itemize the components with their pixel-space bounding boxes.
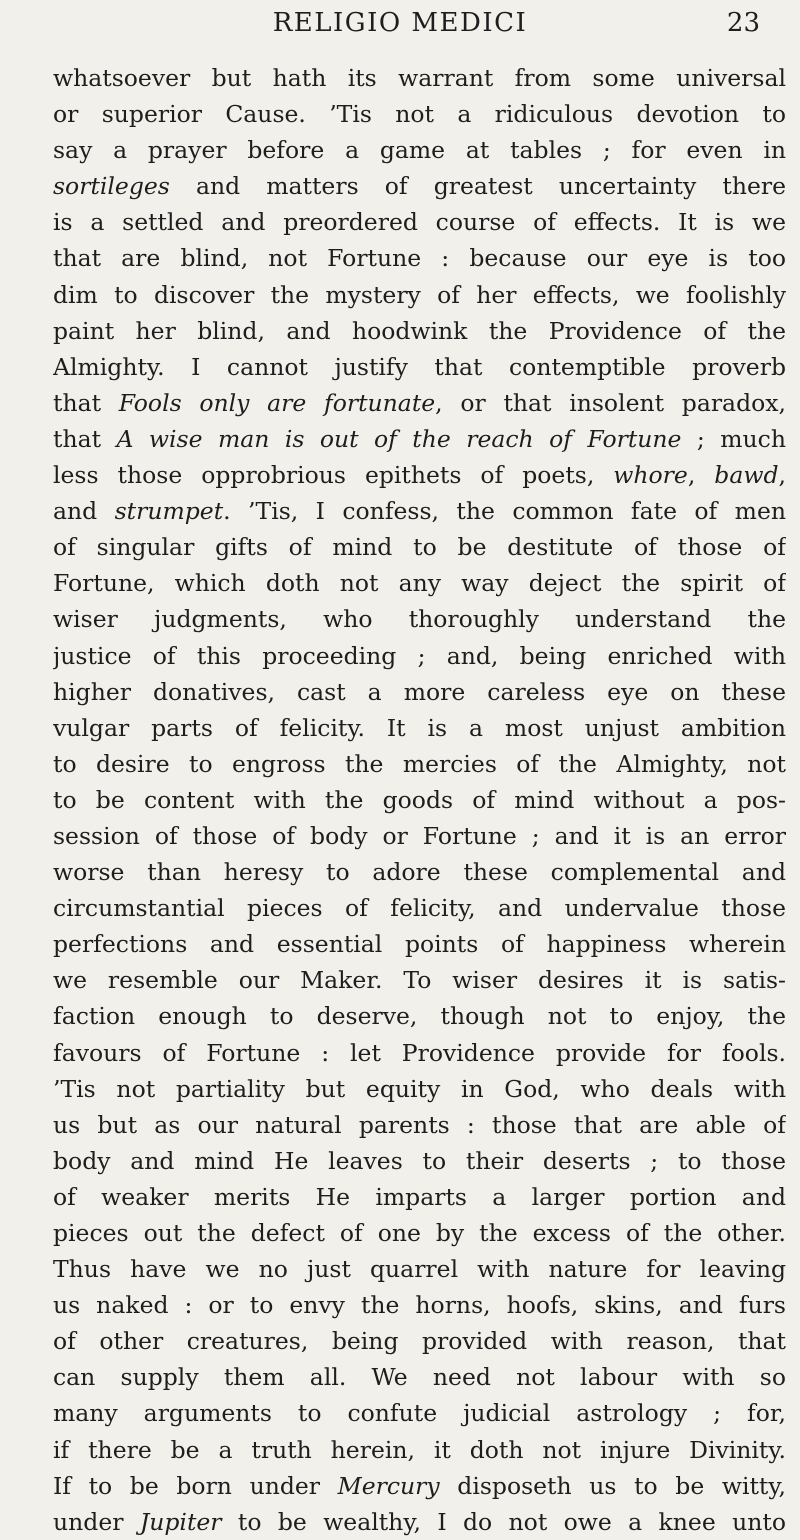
text-run: us but as our natural parents : those that are able of [53,1110,786,1139]
text-line [53,421,786,457]
text-run: Thus have we no just quarrel with nature for leaving [53,1255,786,1284]
text-line [53,710,786,746]
text-line [53,1071,786,1107]
text-run: or superior Cause. ’Tis not a ridiculous devotion to [53,100,786,129]
text-run: many arguments to confute judicial astrology ; for, [53,1399,786,1428]
text-run: say a prayer before a game at tables ; for even in [53,136,786,165]
text-run: ’Tis not partiality but equity in God, who deals with [53,1074,786,1103]
text-run: of weaker merits He imparts a larger portion and [53,1182,786,1211]
text-run: , [687,461,715,490]
text-run: whatsoever but hath its warrant from some universal [53,64,786,92]
text-line [53,854,786,890]
text-run: paint her blind, and hoodwink the Providence of the [53,316,786,345]
text-line [53,601,786,637]
text-line [53,1359,786,1395]
text-line [53,240,786,276]
text-line [53,818,786,854]
text-line [53,168,786,204]
text-run: of other creatures, being provided with reason, that [53,1327,786,1356]
text-line [53,204,786,240]
text-line [53,1468,786,1504]
page-number: 23 [726,8,760,38]
text-line [53,96,786,132]
text-run: higher donatives, cast a more careless eye on these [53,677,786,706]
text-run: to be content with the goods of mind without a pos- [53,785,786,814]
text-run: favours of Fortune : let Providence provide for fools. [53,1038,786,1067]
text-run: vulgar parts of felicity. It is a most unjust ambition [53,713,786,742]
text-run: can supply them all. We need not labour with so [53,1363,786,1392]
text-line [53,638,786,674]
text-line [53,349,786,385]
text-run: session of those of body or Fortune ; and it is an error [53,821,786,850]
text-line [53,1287,786,1323]
text-run: perfections and essential points of happiness wherein [53,930,786,959]
text-run: of singular gifts of mind to be destitute of those of [53,533,786,562]
text-line [53,1035,786,1071]
italic-run: whore [613,461,688,490]
text-line [53,529,786,565]
text-run: if there be a truth herein, it doth not injure Divinity. [53,1435,786,1464]
text-run: justice of this proceeding ; and, being enriched with [53,641,786,670]
text-line [53,890,786,926]
text-line [53,926,786,962]
text-run: under [53,1507,140,1536]
text-line [53,746,786,782]
text-run: that are blind, not Fortune : because our eye is too [53,244,786,273]
text-run: disposeth us to be witty, [439,1471,786,1500]
running-head [0,6,800,40]
running-title: RELIGIO MEDICI [272,8,528,38]
text-run: is a settled and preordered course of effects. It is we [53,208,786,237]
text-run: circumstantial pieces of felicity, and undervalue those [53,894,786,923]
text-run: Fortune, which doth not any way deject the spirit of [53,569,786,598]
text-run: that [53,388,119,417]
body-text [53,60,786,1540]
text-run: to desire to engross the mercies of the Almighty, not [53,749,786,778]
text-run: that [53,424,117,453]
text-run: worse than heresy to adore these complemental and [53,858,786,887]
text-run: pieces out the defect of one by the excess of the other. [53,1219,786,1247]
text-run: ; much [681,424,786,453]
text-line [53,457,786,493]
italic-run: Jupiter [139,1507,222,1536]
text-run: less those opprobrious epithets of poets, [53,461,614,490]
text-run: Almighty. I cannot justify that contemptible proverb [53,352,786,381]
text-line [53,385,786,421]
italic-run: A wise man is out of the reach of Fortune [116,424,682,453]
text-line [53,962,786,998]
italic-run: sortileges [53,172,170,201]
text-line [53,1323,786,1359]
text-run: we resemble our Maker. To wiser desires it is satis- [53,966,786,995]
text-line [53,1504,786,1540]
text-line [53,132,786,168]
text-line [53,998,786,1034]
text-line [53,1143,786,1179]
text-run: faction enough to deserve, though not to enjoy, the [53,1002,786,1031]
text-line [53,782,786,818]
text-line [53,1107,786,1143]
text-run: dim to discover the mystery of her effects, we foolishly [53,280,786,309]
text-run: and matters of greatest uncertainty there [169,172,786,201]
text-line [53,60,786,96]
italic-run: bawd [714,461,779,490]
text-run: us naked : or to envy the horns, hoofs, skins, and furs [53,1291,786,1320]
text-line [53,1251,786,1287]
text-line [53,277,786,313]
italic-run: strumpet [114,497,224,526]
text-line [53,1215,786,1251]
text-run: . ’Tis, I confess, the common fate of men [223,497,786,526]
italic-run: Mercury [337,1471,440,1500]
text-line [53,313,786,349]
text-line [53,1432,786,1468]
text-run: and [53,497,115,526]
text-run: If to be born under [53,1471,338,1500]
text-run: wiser judgments, who thoroughly understand the [53,605,786,634]
text-line [53,565,786,601]
text-line [53,1395,786,1431]
text-run: , [778,461,786,490]
italic-run: Fools only are fortunate [118,388,436,417]
text-line [53,493,786,529]
text-line [53,1179,786,1215]
text-line [53,674,786,710]
text-run: to be wealthy, I do not owe a knee unto [221,1507,786,1536]
text-run: body and mind He leaves to their deserts ; to those [53,1146,786,1175]
text-run: , or that insolent paradox, [435,388,786,417]
